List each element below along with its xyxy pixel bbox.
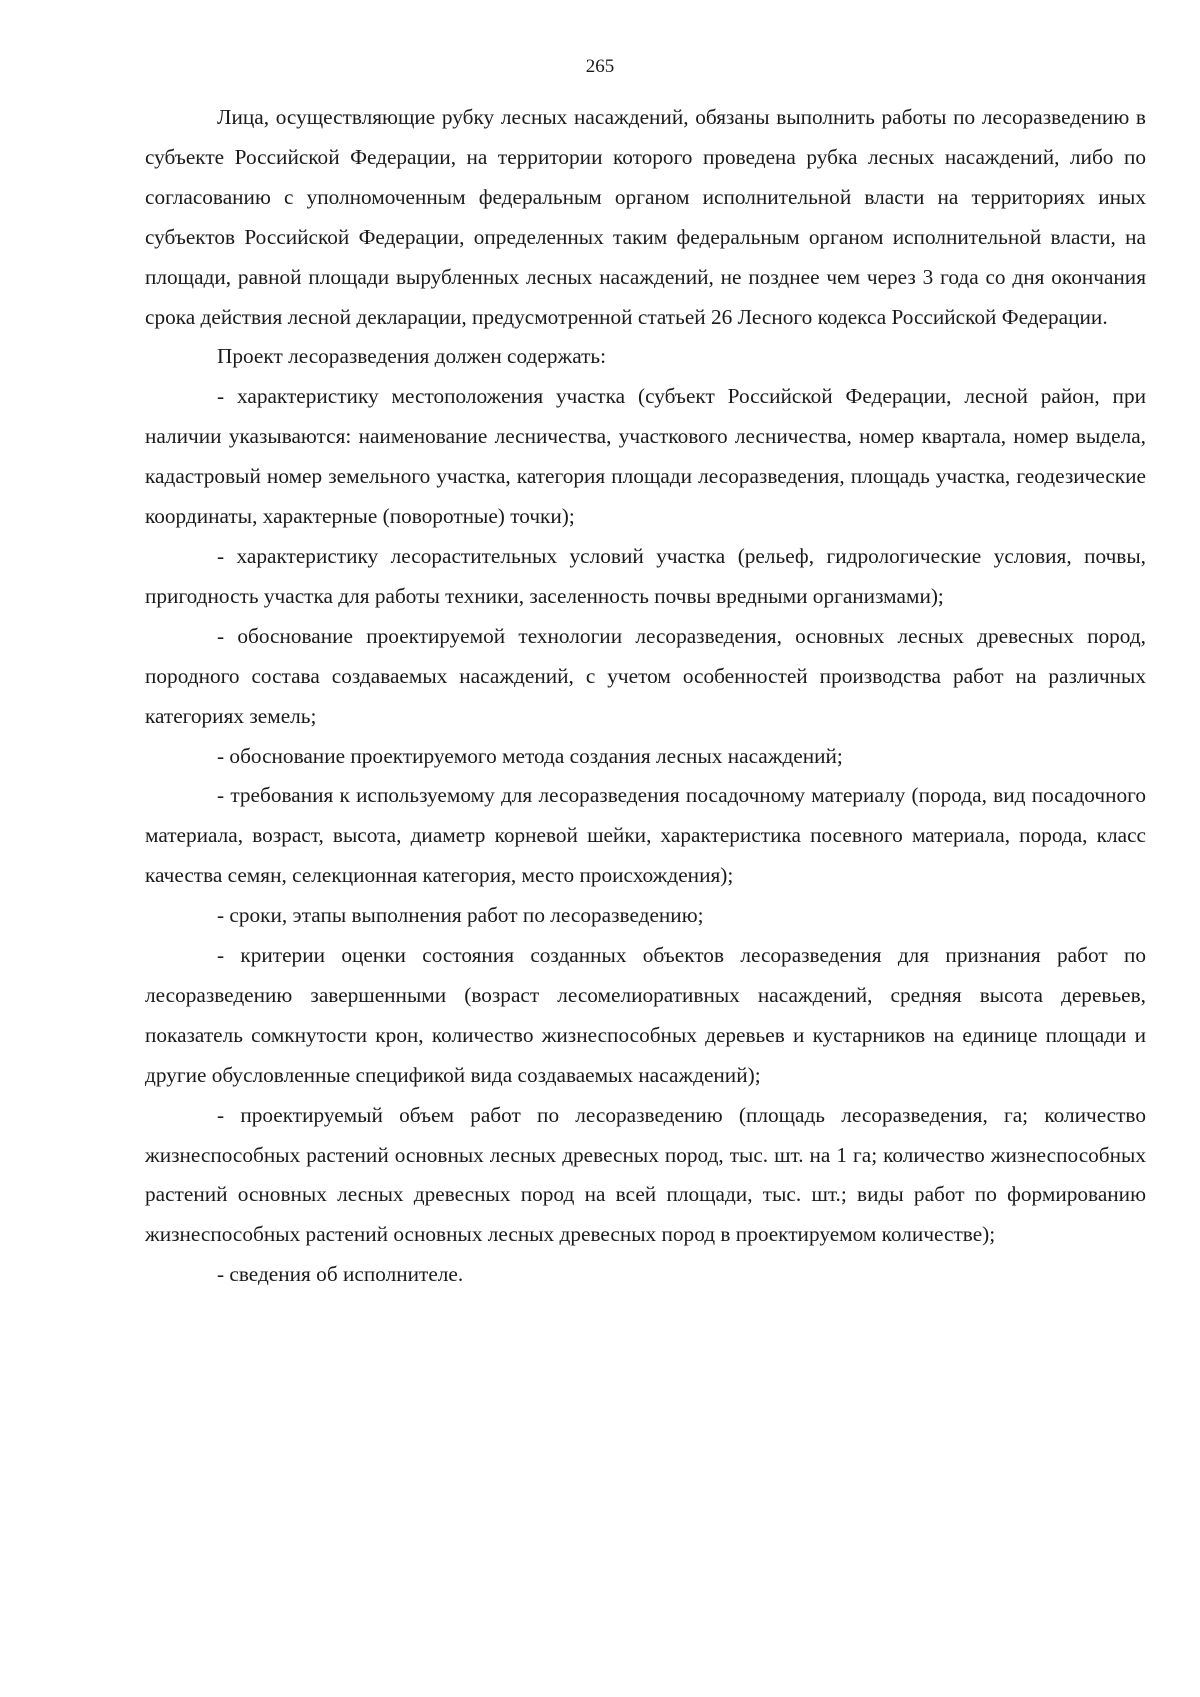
list-item-planting-material-requirements: - требования к используемому для лесоразведения посадочному материалу (порода, вид посадочного материала, возраст, высота, диаметр корневой шейки, характеристика посевного материала, порода, класс качества семян, селекционная категория, место происхождения); [145,783,1146,888]
list-item-growing-conditions: - характеристику лесорастительных условий участка (рельеф, гидрологические условия, почвы, пригодность участка для работы техники, заселенность почвы вредными организмами); [145,543,1146,608]
list-item-method-justification: - обоснование проектируемого метода создания лесных насаждений; [217,743,843,768]
paragraph-project-contents-heading: Проект лесоразведения должен содержать: [217,344,607,369]
page-number: 265 [585,56,615,77]
list-item-contractor-info: - сведения об исполнителе. [217,1262,464,1287]
paragraph-intro: Лица, осуществляющие рубку лесных насаждений, обязаны выполнить работы по лесоразведению в субъекте Российской Федерации, на территории которого проведена рубка лесных насаждений, либо по согласованию с уполномоченным федеральным органом исполнительной власти на территориях иных субъектов Российской Федерации, определенных таким федеральным органом исполнительной власти, на площади, равной площади вырубленных лесных насаждений, не позднее чем через 3 года со дня окончания срока действия лесной декларации, предусмотренной статьей 26 Лесного кодекса Российской Федерации. [145,105,1146,329]
list-item-work-volume: - проектируемый объем работ по лесоразведению (площадь лесоразведения, га; количество жизнеспособных растений основных лесных древесных пород, тыс. шт. на 1 га; количество жизнеспособных растений основных лесных древесных пород на всей площади, тыс. шт.; виды работ по формированию жизнеспособных растений основных лесных древесных пород в проектируемом количестве); [145,1102,1146,1247]
list-item-timeline: - сроки, этапы выполнения работ по лесоразведению; [217,903,704,928]
list-item-assessment-criteria: - критерии оценки состояния созданных объектов лесоразведения для признания работ по лесоразведению завершенными (возраст лесомелиоративных насаждений, средняя высота деревьев, показатель сомкнутости крон, количество жизнеспособных деревьев и кустарников на единице площади и другие обусловленные спецификой вида создаваемых насаждений); [145,943,1146,1087]
list-item-location: - характеристику местоположения участка (субъект Российской Федерации, лесной район, при наличии указываются: наименование лесничества, участкового лесничества, номер квартала, номер выдела, кадастровый номер земельного участка, категория площади лесоразведения, площадь участка, геодезические координаты, характерные (поворотные) точки); [145,384,1146,529]
list-item-technology-justification: - обоснование проектируемой технологии лесоразведения, основных лесных древесных пород, породного состава создаваемых насаждений, с учетом особенностей производства работ на различных категориях земель; [145,623,1146,728]
document-body [145,98,1146,1295]
